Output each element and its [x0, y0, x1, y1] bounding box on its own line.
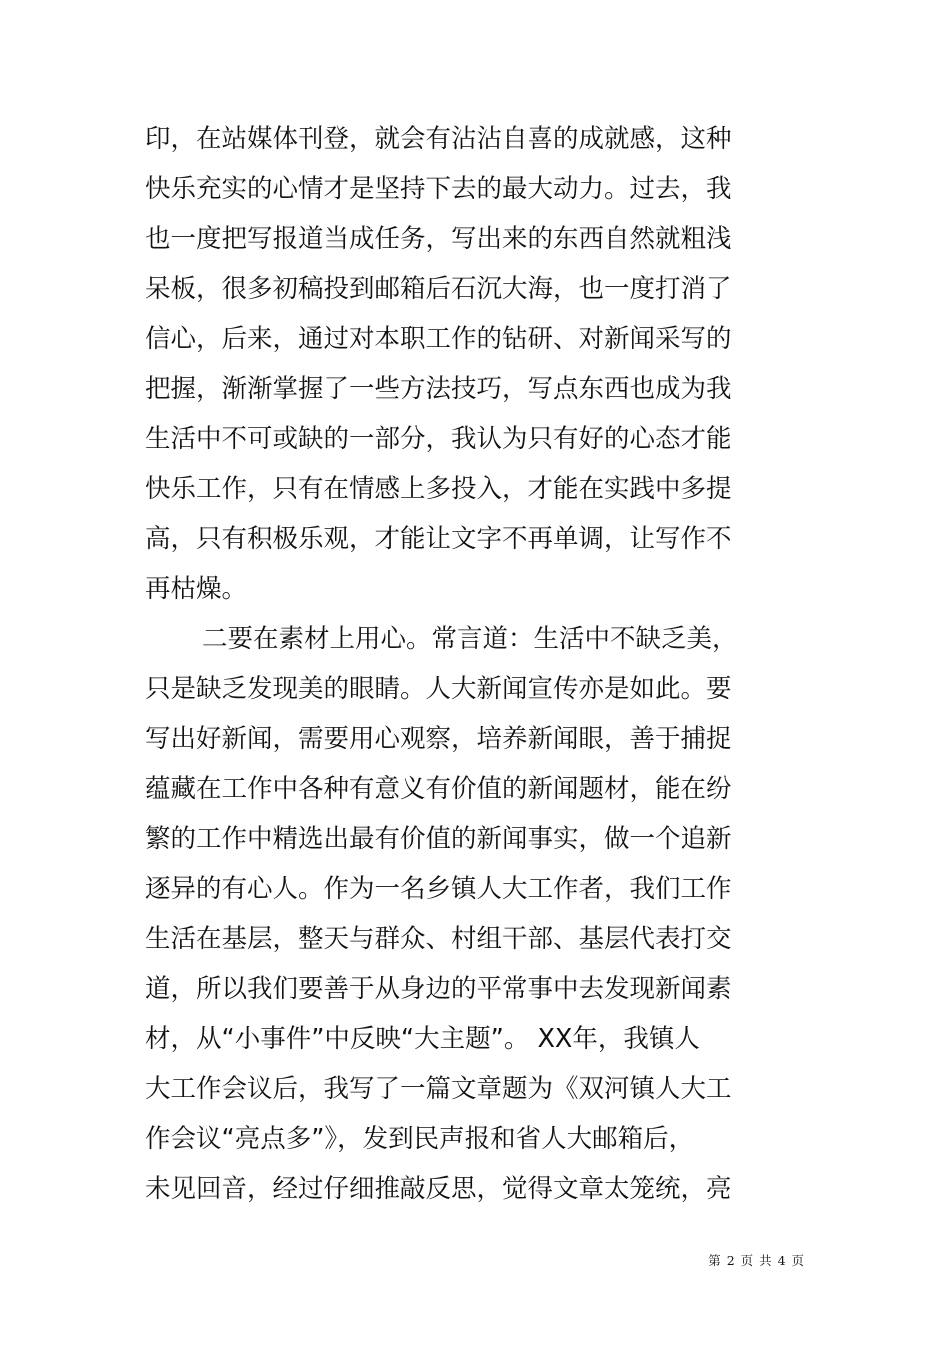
text-line: 写出好新闻，需要用心观察，培养新闻眼，善于捕捉 — [145, 724, 732, 754]
text-line: 生活在基层，整天与群众、村组干部、基层代表打交 — [145, 924, 732, 954]
text-line: 再枯燥。 — [145, 574, 248, 604]
page-number-footer: 第 2 页 共 4 页 — [708, 1253, 805, 1268]
text-line: 未见回音，经过仔细推敲反思，觉得文章太笼统，亮 — [145, 1174, 732, 1204]
body-text — [145, 114, 825, 1214]
text-line: 也一度把写报道当成任务，写出来的东西自然就粗浅 — [145, 224, 732, 254]
text-line: 大工作会议后，我写了一篇文章题为《双河镇人大工 — [145, 1074, 732, 1104]
text-line: 印，在站媒体刊登，就会有沾沾自喜的成就感，这种 — [145, 124, 732, 154]
text-line: 呆板，很多初稿投到邮箱后石沉大海，也一度打消了 — [145, 274, 732, 304]
text-line: 作会议“亮点多”》，发到民声报和省人大邮箱后， — [145, 1124, 695, 1154]
text-line: 逐异的有心人。作为一名乡镇人大工作者，我们工作 — [145, 874, 732, 904]
text-line: 繁的工作中精选出最有价值的新闻事实，做一个追新 — [145, 824, 732, 854]
text-line: 生活中不可或缺的一部分，我认为只有好的心态才能 — [145, 424, 732, 454]
text-line: 信心，后来，通过对本职工作的钻研、对新闻采写的 — [145, 324, 732, 354]
paragraph-start-line: 二要在素材上用心。常言道：生活中不缺乏美， — [202, 624, 738, 654]
text-line: 快乐工作，只有在情感上多投入，才能在实践中多提 — [145, 474, 732, 504]
text-line: 材，从“小事件”中反映“大主题”。 XX年，我镇人 — [145, 1024, 700, 1054]
text-line: 把握，渐渐掌握了一些方法技巧，写点东西也成为我 — [145, 374, 732, 404]
text-line: 蕴藏在工作中各种有意义有价值的新闻题材，能在纷 — [145, 774, 732, 804]
text-line: 道，所以我们要善于从身边的平常事中去发现新闻素 — [145, 974, 732, 1004]
text-line: 只是缺乏发现美的眼睛。人大新闻宣传亦是如此。要 — [145, 674, 732, 704]
text-line: 快乐充实的心情才是坚持下去的最大动力。过去，我 — [145, 174, 732, 204]
text-line: 高，只有积极乐观，才能让文字不再单调，让写作不 — [145, 524, 732, 554]
